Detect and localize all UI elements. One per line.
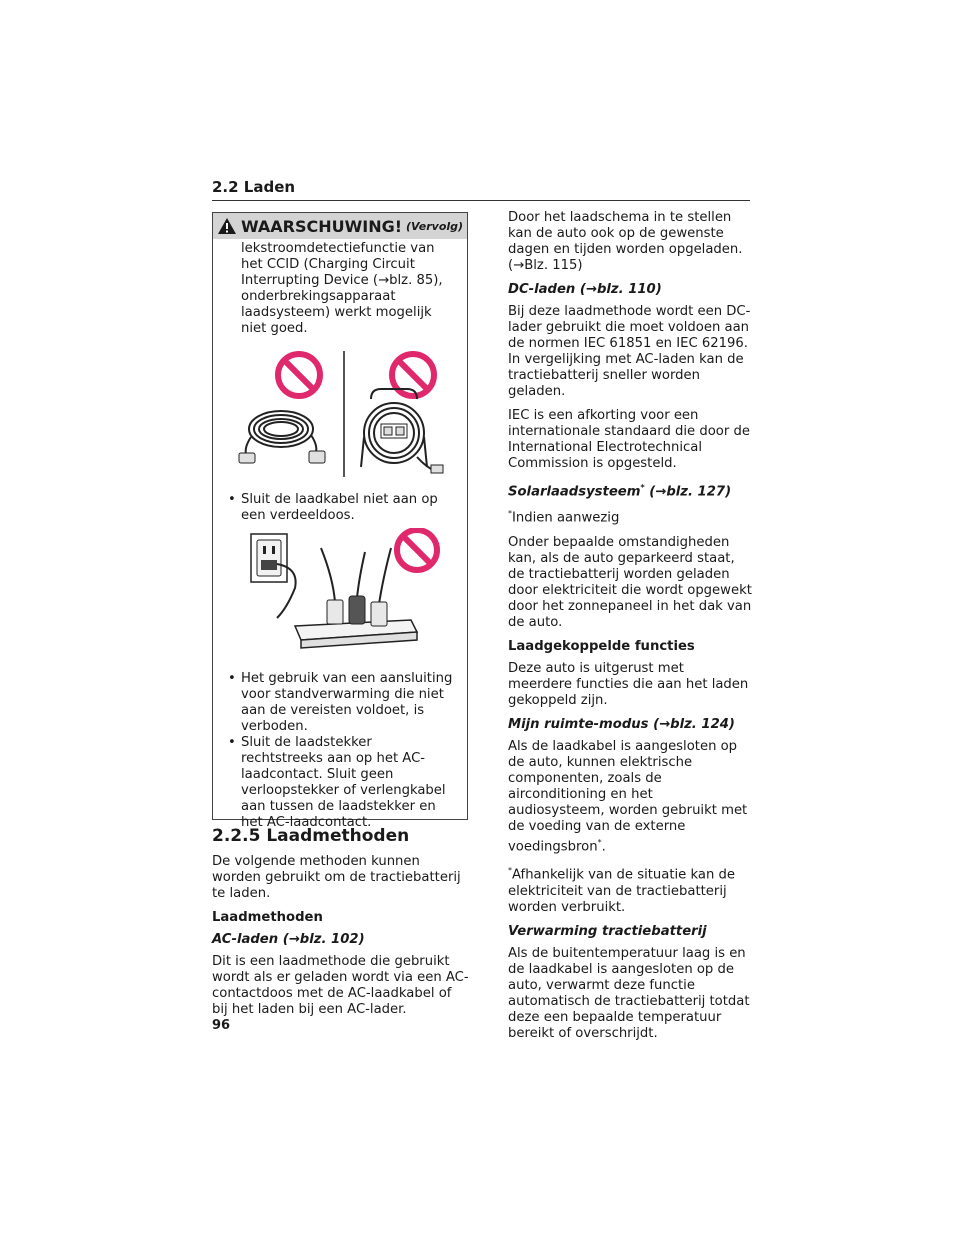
intro-paragraph: De volgende methoden kunnen worden gebruikt om de tractiebatterij te laden. [212,854,461,901]
left-column [212,828,470,1026]
dc-laden-title: DC-laden (→blz. 110) [508,282,662,297]
solar-note: *Indien aanwezig [508,509,620,526]
warning-bullet-1: • Sluit de laadkabel niet aan op een verdeeldoos. [241,492,457,524]
warning-triangle-icon [217,217,237,235]
schedule-paragraph: Door het laadschema in te stellen kan de auto ook op de gewenste dagen en tijden worden opgeladen. (→Blz. 115) [508,210,743,273]
battery-heating-text: Als de buitentemperatuur laag is en de laadkabel is aangesloten op de auto, verwarmt deze functie automatisch de tractiebatterij totdat deze een bepaalde temperatuur bereikt of overschrijdt. [508,945,750,1041]
warning-intro: lekstroomdetectiefunctie van het CCID (Charging Circuit Interrupting Device (→blz. 85), onderbrekingsapparaat laadsysteem) werkt mogelijk niet goed. [241,241,443,336]
page-number: 96 [212,1018,231,1033]
warning-box [212,212,468,830]
warning-bullet-2: • Het gebruik van een aansluiting voor standverwarming die niet aan de vereisten voldoet, is verboden. [241,671,457,735]
cable-reel-prohibited-figure [221,349,451,479]
power-strip-prohibited-figure [241,528,441,658]
section-header: 2.2 Laden [212,178,750,201]
prohibition-icon [278,354,320,396]
warning-title: WAARSCHUWING! [240,216,403,236]
linked-functions-text: Deze auto is uitgerust met meerdere functies die aan het laden gekoppeld zijn. [508,660,749,708]
prohibition-icon [397,530,437,570]
warning-title-bar [213,213,467,239]
warning-bullet-3: • Sluit de laadstekker rechtstreeks aan op het AC-laadcontact. Sluit geen verloopstekker of verlengkabel aan tussen de laadstekker en het AC-laadcontact. [241,735,457,831]
ac-laden-text: Dit is een laadmethode die gebruikt wordt als er geladen wordt via een AC-contactdoos met de AC-laadkabel of bij het laden bij een AC-lader. [212,954,469,1017]
section-heading: 2.2.5 Laadmethoden [212,826,410,846]
battery-heating-title: Verwarming tractiebatterij [508,923,707,939]
solar-title: Solarlaadsysteem* (→blz. 127) [508,483,732,500]
iec-paragraph: IEC is een afkorting voor een internationale standaard die door de International Electrotechnical Commission is opgesteld. [508,408,750,471]
warning-continued: (Vervolg) [406,219,464,233]
mijn-ruimte-text: Als de laadkabel is aangesloten op de auto, kunnen elektrische componenten, zoals de airconditioning en het audiosysteem, worden gebruikt met de voeding van de externe voedingsbron*. [508,738,748,855]
ac-laden-title: AC-laden (→blz. 102) [212,932,365,947]
subheading-laadmethoden: Laadmethoden [212,910,323,925]
dc-laden-text: Bij deze laadmethode wordt een DC-lader gebruikt die moet voldoen aan de normen IEC 61851 en IEC 62196. In vergelijking met AC-laden kan de tractiebatterij sneller worden geladen. [508,304,751,399]
solar-text: Onder bepaalde omstandigheden kan, als de auto geparkeerd staat, de tractiebatterij worden geladen door elektriciteit die wordt opgewekt door het zonnepaneel in het dak van de auto. [508,534,752,630]
right-column [508,210,752,1050]
linked-functions-title: Laadgekoppelde functies [508,638,695,654]
mijn-ruimte-title: Mijn ruimte-modus (→blz. 124) [508,716,735,732]
mijn-ruimte-note: *Afhankelijk van de situatie kan de elektriciteit van de tractiebatterij worden verbruikt. [508,866,736,915]
